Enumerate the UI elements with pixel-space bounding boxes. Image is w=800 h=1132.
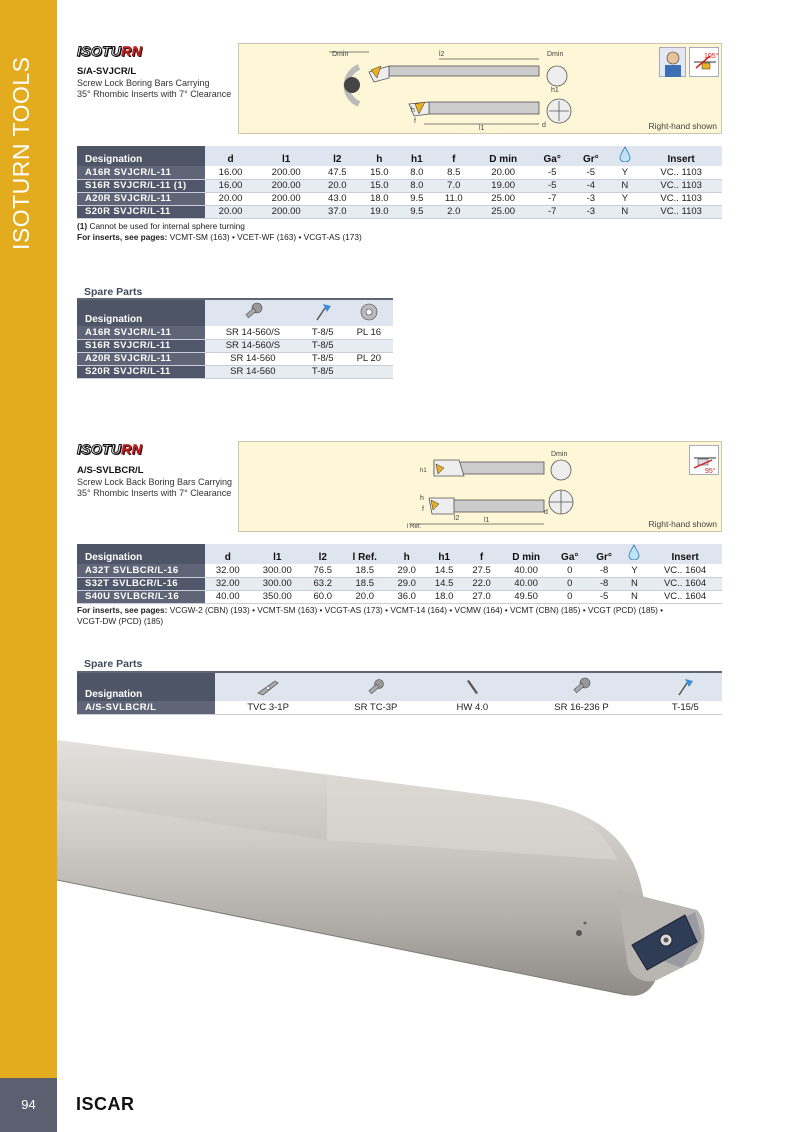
- technical-drawing: [238, 43, 722, 134]
- screw-icon: [366, 677, 386, 697]
- header-ga: Ga°: [532, 146, 572, 166]
- table-row: S16R SVJCR/L-11 (1) 16.00 200.00 20.0 15.0 8.0 7.0 19.00 -5 -4 N VC.. 1103: [77, 179, 722, 192]
- table-row: A20R SVJCR/L-11 20.00 200.00 43.0 18.0 9.5 11.0 25.00 -7 -3 Y VC.. 1103: [77, 192, 722, 205]
- header-gr: Gr°: [588, 544, 621, 564]
- spare-header-designation: Designation: [77, 673, 215, 701]
- dim-h1: h1: [551, 87, 559, 94]
- header-l2: l2: [316, 146, 358, 166]
- header-l1: l1: [256, 146, 316, 166]
- screw-icon: [571, 677, 591, 697]
- spare-header-clamp: [345, 300, 393, 326]
- svg-text:105°: 105°: [704, 53, 719, 60]
- header-insert: Insert: [648, 544, 722, 564]
- torx-key-icon: [675, 677, 695, 697]
- spare-parts-table-2: [77, 673, 722, 715]
- clamp-icon: [255, 677, 281, 697]
- spare-header-key: [649, 673, 722, 701]
- dim-l1: l1: [479, 125, 485, 132]
- header-gr: Gr°: [572, 146, 609, 166]
- dim-l1: l1: [484, 517, 490, 524]
- table-row: S40U SVLBCR/L-16 40.00 350.00 60.0 20.0 36.0 18.0 27.0 49.50 0 -5 N VC.. 1604: [77, 590, 722, 603]
- svg-text:95°: 95°: [705, 468, 716, 475]
- spare-header-key: [301, 300, 345, 326]
- table-row: S20R SVJCR/L-11 SR 14-560 T-8/5: [77, 365, 393, 378]
- isoturn-logo: ISOTURN: [77, 43, 143, 59]
- header-h1: h1: [425, 544, 462, 564]
- insert-orientation-icon: [689, 47, 719, 77]
- clamp-washer-icon: [359, 302, 379, 322]
- inserts-reference-2: For inserts, see pages: VCGW-2 (CBN) (193) • VCMT-SM (163) • VCGT-AS (173) • VCMT-14 (164) • VCMW (164) • VCMT (CBN) (185) • VCGT (PCD) (185) • VCGT-DW (PCD) (185): [77, 605, 664, 626]
- header-h1: h1: [400, 146, 433, 166]
- dim-f: f: [422, 506, 424, 513]
- header-coolant: [609, 146, 640, 166]
- header-l2: l2: [304, 544, 341, 564]
- insert-orientation-icon: [689, 445, 719, 475]
- dim-l2: l2: [439, 51, 445, 58]
- table-row: S32T SVLBCR/L-16 32.00 300.00 63.2 18.5 29.0 14.5 22.0 40.00 0 -8 N VC.. 1604: [77, 577, 722, 590]
- designation-table-2: [77, 544, 722, 604]
- dim-l2: l2: [454, 515, 460, 522]
- dim-h1: h1: [420, 468, 427, 474]
- header-f: f: [463, 544, 500, 564]
- page-number: 94: [21, 1097, 36, 1112]
- footnote-1: (1) Cannot be used for internal sphere turning: [77, 221, 245, 231]
- coolant-drop-icon: [619, 146, 631, 162]
- product-description: Screw Lock Boring Bars Carrying 35° Rhombic Inserts with 7° Clearance: [77, 78, 232, 99]
- header-designation: Designation: [77, 146, 205, 166]
- dim-lref: l Ref.: [407, 524, 422, 530]
- designation-table-1: [77, 146, 722, 219]
- table-row: S20R SVJCR/L-11 20.00 200.00 37.0 19.0 9.5 2.0 25.00 -7 -3 N VC.. 1103: [77, 205, 722, 218]
- header-h: h: [358, 146, 400, 166]
- screw-icon: [243, 302, 263, 322]
- dim-d: d: [542, 122, 546, 129]
- table-row: A16R SVJCR/L-11 16.00 200.00 47.5 15.0 8.0 8.5 20.00 -5 -5 Y VC.. 1103: [77, 166, 722, 179]
- spare-parts-title: Spare Parts: [84, 286, 143, 298]
- spare-parts-table-1: [77, 300, 393, 379]
- inserts-reference-1: For inserts, see pages: VCMT-SM (163) • VCET-WF (163) • VCGT-AS (173): [77, 232, 362, 242]
- operator-icon: [659, 47, 686, 77]
- header-d: d: [205, 146, 256, 166]
- right-hand-note: Right-hand shown: [648, 121, 717, 131]
- torx-key-icon: [313, 302, 333, 322]
- spare-header-designation: Designation: [77, 300, 205, 326]
- footer-brand: ISCAR: [76, 1094, 135, 1114]
- spare-header-clamp: [215, 673, 321, 701]
- header-lref: l Ref.: [341, 544, 388, 564]
- boring-bar-photo: [57, 730, 800, 1075]
- isoturn-logo: ISOTURN: [77, 441, 143, 457]
- header-insert: Insert: [640, 146, 722, 166]
- sidebar-title: ISOTURN TOOLS: [8, 56, 34, 250]
- dim-dmin-2: Dmin: [547, 51, 564, 58]
- dim-d: d: [544, 509, 548, 516]
- product-code: A/S-SVLBCR/L: [77, 465, 144, 476]
- table-row: A20R SVJCR/L-11 SR 14-560 T-8/5 PL 20: [77, 352, 393, 365]
- spare-parts-title: Spare Parts: [84, 658, 143, 670]
- spare-header-clamp-screw: [321, 673, 430, 701]
- header-ga: Ga°: [552, 544, 588, 564]
- coolant-drop-icon: [628, 544, 640, 560]
- table-row: A/S-SVLBCR/L TVC 3-1P SR TC-3P HW 4.0 SR 16-236 P T-15/5: [77, 701, 722, 714]
- header-coolant: [621, 544, 649, 564]
- technical-drawing: [238, 441, 722, 532]
- table-row: A16R SVJCR/L-11 SR 14-560/S T-8/5 PL 16: [77, 326, 393, 339]
- header-designation: Designation: [77, 544, 205, 564]
- product-code: S/A-SVJCR/L: [77, 66, 137, 77]
- header-h: h: [388, 544, 425, 564]
- table-row: S16R SVJCR/L-11 SR 14-560/S T-8/5: [77, 339, 393, 352]
- header-d: d: [205, 544, 251, 564]
- header-dmin: D min: [500, 544, 552, 564]
- dim-h: h: [420, 495, 424, 502]
- spare-header-screw: [205, 300, 301, 326]
- dim-dmin-1: Dmin: [332, 51, 349, 58]
- hex-wrench-icon: [462, 677, 482, 697]
- dim-f: f: [414, 118, 416, 125]
- header-f: f: [433, 146, 474, 166]
- product-description: Screw Lock Back Boring Bars Carrying 35° Rhombic Inserts with 7° Clearance: [77, 477, 233, 498]
- table-row: A32T SVLBCR/L-16 32.00 300.00 76.5 18.5 29.0 14.5 27.5 40.00 0 -8 Y VC.. 1604: [77, 564, 722, 577]
- dim-dmin: Dmin: [551, 451, 568, 458]
- header-dmin: D min: [474, 146, 532, 166]
- header-l1: l1: [251, 544, 305, 564]
- dim-h: h: [411, 107, 415, 114]
- spare-header-insert-screw: [514, 673, 648, 701]
- right-hand-note: Right-hand shown: [648, 519, 717, 529]
- boring-bar-illustration: [57, 730, 800, 1075]
- spare-header-wrench: [430, 673, 514, 701]
